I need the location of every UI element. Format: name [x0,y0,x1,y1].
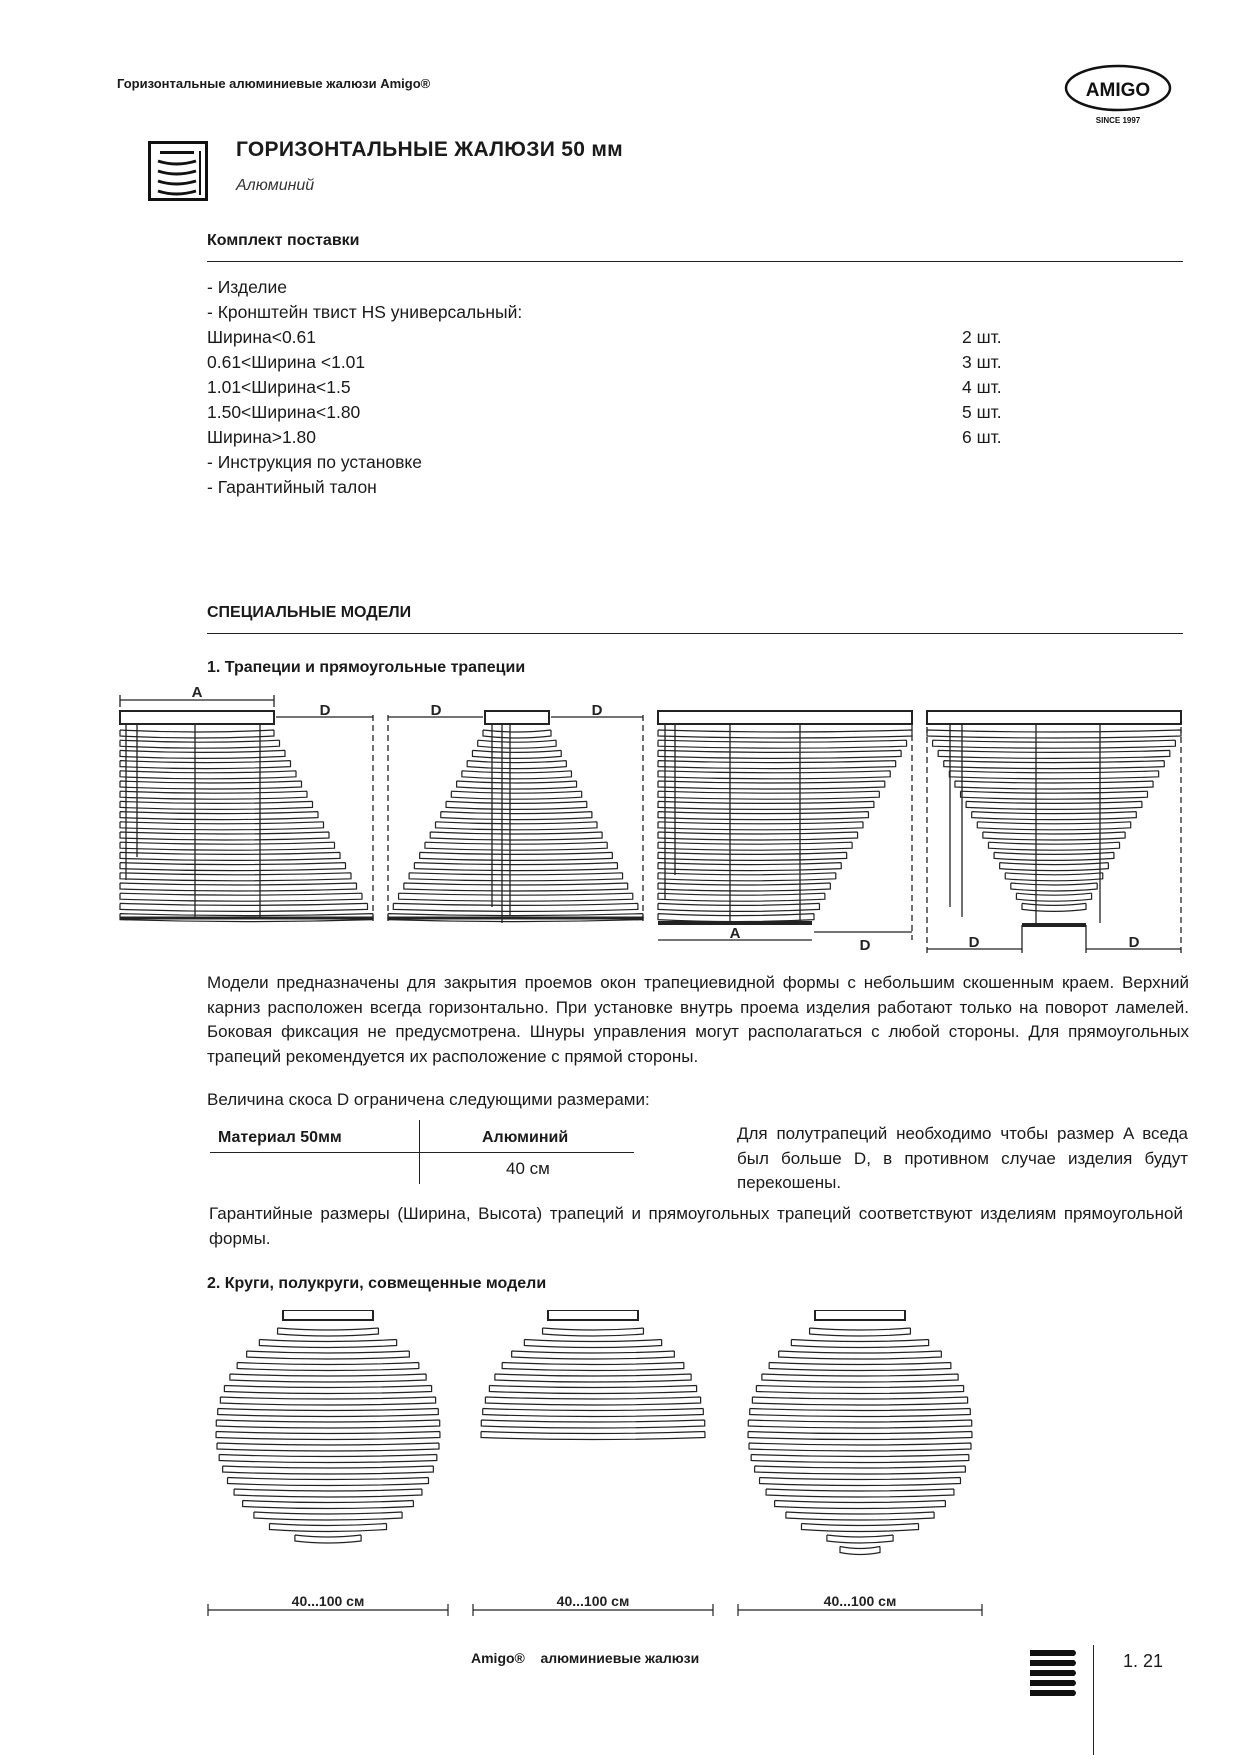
slat [223,1466,434,1474]
slat [762,1374,958,1382]
kit-line: 1.01<Ширина<1.5 [207,377,351,397]
slat [502,1363,684,1371]
slat [752,1397,967,1405]
kit-line: Ширина<0.61 [207,327,316,347]
slat [224,1386,431,1394]
table-divider [210,1152,634,1153]
slat [495,1374,691,1382]
width-label: 40...100 см [291,1593,365,1609]
slant-limit-intro: Величина скоса D ограничена следующими размерами: [207,1090,650,1109]
slat [801,1524,918,1532]
slat [216,1420,439,1428]
slat [457,781,577,789]
kit-line: 1.50<Ширина<1.80 [207,402,361,422]
slat [393,903,638,911]
slat [658,761,896,769]
slat [120,791,307,799]
dim-label-d: D [859,937,871,954]
kit-line: - Изделие [207,277,287,297]
slat [441,812,592,820]
slat [751,1455,969,1463]
slat [269,1524,386,1532]
slat [120,812,318,820]
slat [451,791,581,799]
slat [230,1374,426,1382]
kit-qty: 6 шт. [962,427,1002,447]
trapezoid-rectangular [658,711,912,940]
slat [120,903,368,911]
slat [399,893,633,901]
slat [658,903,819,911]
section-trapezoids-title: 1. Трапеции и прямоугольные трапеции [207,659,526,676]
slat [977,822,1130,830]
slat [120,832,329,840]
slat [254,1512,402,1520]
dim-label-d: D [319,702,331,719]
kit-qty: 3 шт. [962,352,1002,372]
slat [760,1478,961,1486]
slat [543,1328,644,1336]
slat [489,1386,696,1394]
head-rail [815,1310,905,1320]
slat [512,1351,675,1359]
dim-label-d: D [968,934,980,951]
head-rail [548,1310,638,1320]
footer-brand-line [471,1650,699,1666]
logo-text: AMIGO [1085,80,1151,101]
slat [810,1328,911,1336]
slat [483,1409,704,1417]
product-title: ГОРИЗОНТАЛЬНЫЕ ЖАЛЮЗИ 50 мм [236,138,624,161]
kit-qty: 4 шт. [962,377,1002,397]
slat [933,740,1176,748]
slat [237,1363,419,1371]
table-header-material: Материал 50мм [218,1129,342,1146]
slat [658,771,890,779]
kit-line: - Инструкция по установке [207,452,422,472]
slat [658,801,874,809]
slat [485,1397,700,1405]
slat [756,1386,963,1394]
footer-text: алюминиевые жалюзи [540,1650,700,1666]
slat [120,761,291,769]
slat [481,1420,704,1428]
kit-list [207,275,522,500]
dim-label-d: D [1128,934,1140,951]
slat [216,1432,440,1440]
slat [972,812,1137,820]
slat [220,1397,435,1405]
slat [425,842,607,850]
slat [779,1351,942,1359]
table-header-aluminium: Алюминий [482,1129,569,1146]
kit-qty: 2 шт. [962,327,1002,347]
slat [481,1432,705,1440]
slat [961,791,1148,799]
slat [1016,893,1091,901]
slat [259,1340,396,1348]
slat [409,873,622,881]
special-heading: СПЕЦИАЛЬНЫЕ МОДЕЛИ [207,604,412,621]
slat [120,883,357,891]
slat [1022,903,1086,911]
slat [218,1409,439,1417]
slat [658,873,836,881]
trapezoid-symmetric [388,711,643,925]
slat [748,1432,972,1440]
slat [949,771,1158,779]
slat [658,750,901,758]
slat [120,730,274,738]
slat [120,873,351,881]
slat [446,801,587,809]
slat [278,1328,379,1336]
table-column-divider [419,1120,420,1184]
slat [120,863,346,871]
slat [120,771,296,779]
table-value: 40 см [506,1159,550,1178]
product-material: Алюминий [236,177,315,194]
slat [120,781,302,789]
guarantee-note: Гарантийные размеры (Ширина, Высота) трапеций и прямоугольных трапеций соответствуют изделиям прямоугольной формы. [209,1204,1183,1248]
special-divider [207,633,1183,634]
section-circles-title: 2. Круги, полукруги, совмещенные модели [207,1275,547,1292]
head-rail [283,1310,373,1320]
slat [1000,863,1109,871]
slat [120,852,340,860]
slat [658,832,858,840]
slat [658,740,907,748]
slat [775,1501,946,1509]
slat [827,1535,893,1543]
blinds-icon [148,141,208,201]
slat [524,1340,661,1348]
slat [749,1443,971,1451]
slat [247,1351,410,1359]
kit-quantities [962,325,1002,450]
slat [658,812,868,820]
circle-diagrams [200,1310,1200,1635]
kit-qty: 5 шт. [962,402,1002,422]
slat [658,822,863,830]
slat [120,801,313,809]
footer-brand: Amigo® [471,1650,525,1666]
slat [658,781,885,789]
width-label: 40...100 см [556,1593,630,1609]
slat [295,1535,361,1543]
slat [120,893,362,901]
slat [404,883,628,891]
footer-divider [1093,1645,1094,1755]
slat [786,1512,934,1520]
slat [472,750,561,758]
running-title: Горизонтальные алюминиевые жалюзи Amigo® [117,76,431,91]
slat [766,1489,954,1497]
slat [658,914,814,922]
slat [120,740,280,748]
kit-line: - Кронштейн твист HS универсальный: [207,302,523,322]
slat [420,852,613,860]
slat [938,750,1170,758]
slat [966,801,1142,809]
slat [243,1501,414,1509]
slat [1005,873,1103,881]
slat [658,863,841,871]
page-number: 1. 21 [1123,1651,1164,1671]
dim-label-d: D [430,702,442,719]
kit-divider [207,261,1183,262]
slat [769,1363,951,1371]
slat [658,791,879,799]
slat [658,842,852,850]
slat [120,842,335,850]
blinds-footer-icon [1030,1648,1082,1696]
slat [467,761,566,769]
slat [755,1466,966,1474]
slat [414,863,617,871]
kit-heading: Комплект поставки [207,232,360,249]
dim-label-a: A [191,685,203,701]
slat [658,730,912,738]
slat [483,730,551,738]
slat [791,1340,928,1348]
half-trapezoid-note: Для полутрапеций необходимо чтобы размер A вседа был больше D, в противном случае изделия будут перекошены. [737,1124,1188,1192]
slat [217,1443,439,1451]
slat [955,781,1153,789]
slat [228,1478,429,1486]
slat [430,832,602,840]
slat [750,1409,971,1417]
trapezoid-diagrams [110,685,1190,960]
slat [478,740,556,748]
slat [658,883,830,891]
dim-label-a: A [729,925,741,942]
slat [748,1420,971,1428]
slat [927,730,1181,738]
slat [1011,883,1097,891]
dim-label-d: D [591,702,603,719]
kit-line: - Гарантийный талон [207,477,377,497]
amigo-logo [1062,60,1182,128]
slat [436,822,598,830]
logo-since: SINCE 1997 [1095,116,1141,125]
slat [994,852,1114,860]
slat [983,832,1125,840]
kit-line: 0.61<Ширина <1.01 [207,352,366,372]
slat [658,852,847,860]
slat [944,761,1164,769]
width-label: 40...100 см [823,1593,897,1609]
slat [462,771,572,779]
slat [219,1455,437,1463]
trapezoid-description: Модели предназначены для закрытия проемов окон трапециевидной формы с небольшим скошенным краем. Верхний карниз расположен всегда горизонтально. При установке внутрь проема изделия работают только на поворот ламелей. Боковая фиксация не предусмотрена. Шнуры управления могут располагаться с любой стороны. Для прямоугольных трапеций рекомендуется их расположение с прямой стороны. [207,973,1189,1066]
slat [234,1489,422,1497]
kit-line: Ширина>1.80 [207,427,316,447]
slat [120,822,324,830]
slat [840,1547,880,1555]
